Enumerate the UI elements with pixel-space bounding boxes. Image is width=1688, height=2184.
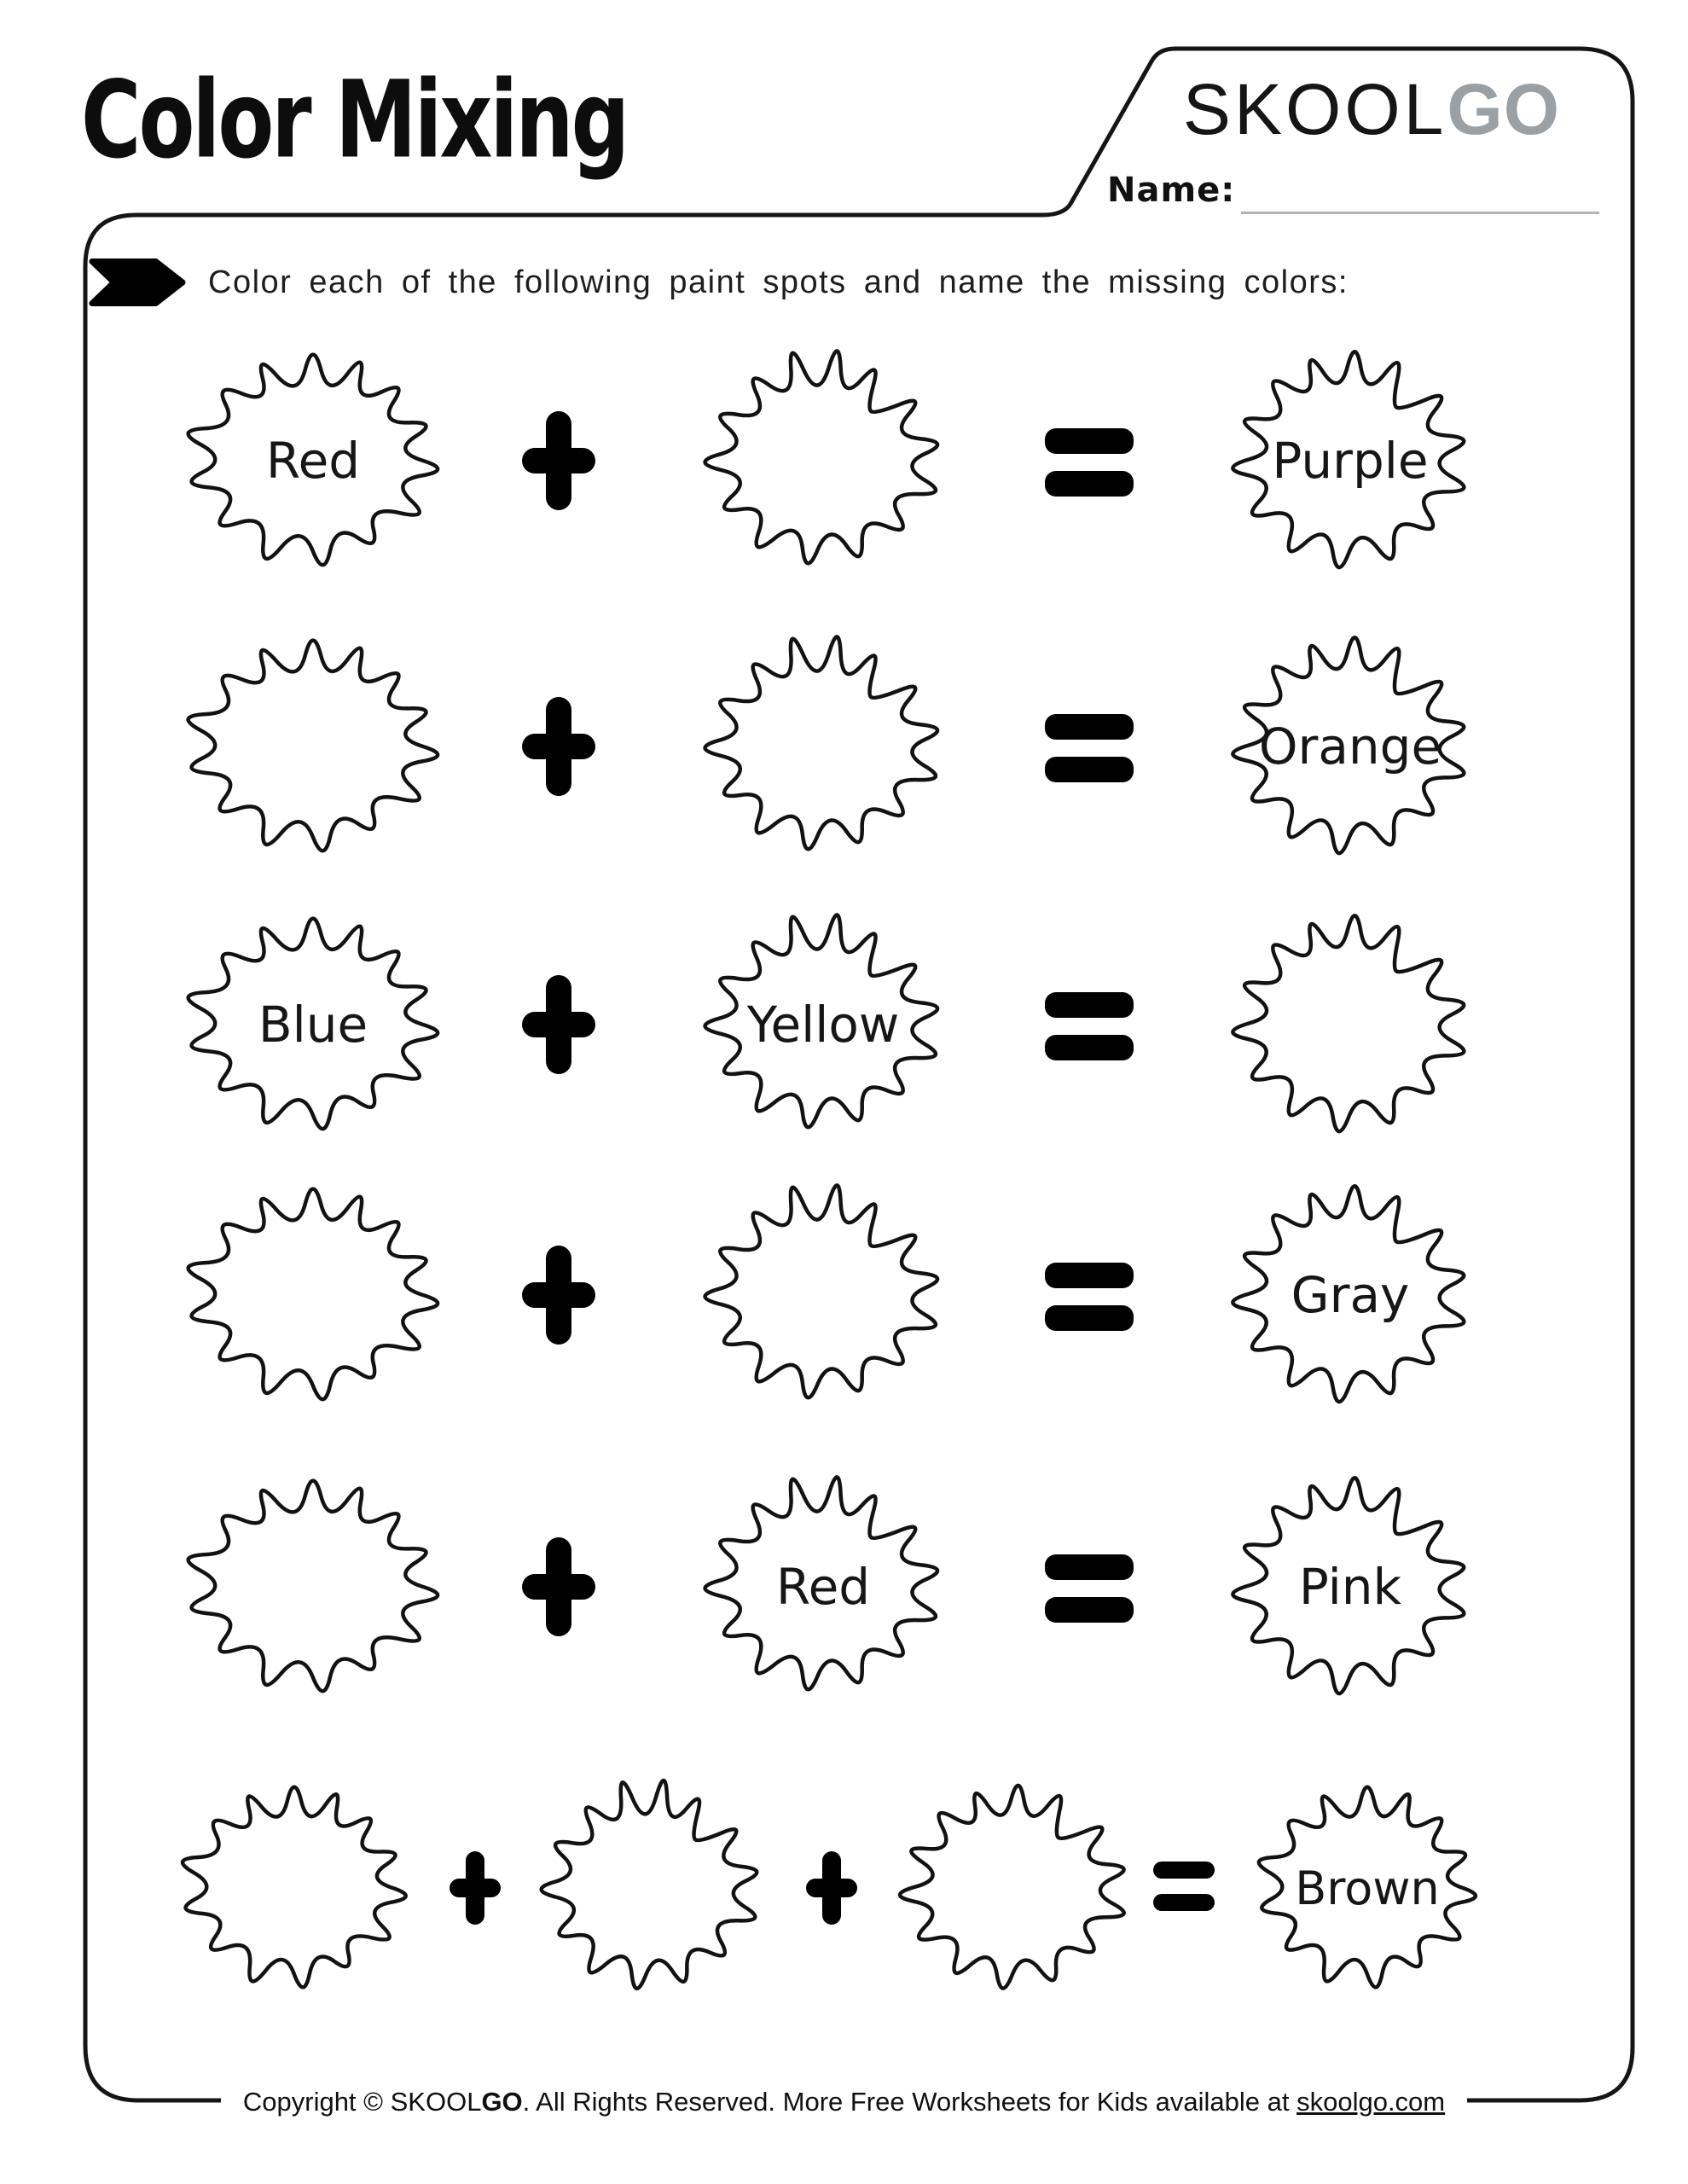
splat-label: Brown [1295,1861,1440,1915]
plus-icon [522,411,595,510]
splat-label [149,1769,439,2007]
skoolgo-logo [1167,68,1576,151]
paint-splat [1198,333,1502,589]
splat-label: Blue [258,996,368,1054]
paint-splat [1198,1459,1502,1715]
equals-icon [1045,992,1134,1060]
footer-rights-text: . All Rights Reserved. More Free Worksheets for Kids available at [522,2087,1297,2117]
splat-label [671,620,975,873]
splat-label: Red [265,432,361,490]
plus-icon [806,1851,857,1925]
paint-splat [671,1461,975,1713]
equals-icon [1153,1862,1215,1911]
splat-label: Orange [1258,717,1442,775]
mixing-row [0,1167,1688,1423]
mixing-row [0,1459,1688,1715]
plus-icon [522,697,595,796]
name-label: Name: [1107,171,1236,210]
equals-icon [1045,714,1134,782]
paint-splat [151,1170,475,1420]
paint-splat [671,1169,975,1421]
splat-label: Red [775,1558,871,1616]
paint-splat [671,898,975,1151]
footer-copyright-go: GO [481,2087,523,2117]
splat-label: Purple [1272,432,1429,490]
equals-icon [1045,1554,1134,1623]
splat-label [510,1764,792,2012]
arrow-icon [89,258,186,307]
splat-label [151,1462,475,1711]
footer [0,2082,1688,2123]
logo-text-skool: SKOOL [1182,69,1447,149]
name-input-line[interactable] [1241,212,1599,214]
page-title: Color Mixing [81,58,628,183]
paint-splat [1198,619,1502,874]
splat-label: Pink [1298,1558,1402,1616]
paint-splat [867,1768,1161,2008]
paint-splat [151,622,475,871]
splat-label [1198,897,1502,1153]
paint-splat [671,620,975,873]
plus-icon [522,1537,595,1636]
plus-icon [522,1246,595,1345]
splat-label: Yellow [746,996,900,1054]
paint-splat [1198,897,1502,1153]
paint-splat [671,334,975,587]
paint-splat [151,900,475,1149]
mixing-row [0,897,1688,1153]
equals-icon [1045,428,1134,497]
splat-label [671,334,975,587]
splat-label [151,622,475,871]
mixing-row [0,1764,1688,2012]
plus-icon [450,1851,501,1925]
mixing-row [0,333,1688,589]
logo-text-go: GO [1447,69,1561,149]
mixing-row [0,619,1688,874]
plus-icon [522,975,595,1074]
paint-splat [1198,1167,1502,1423]
footer-copyright: Copyright © SKOOL [242,2087,482,2117]
paint-splat [510,1764,792,2012]
instruction-row [89,258,1349,307]
paint-splat [151,336,475,585]
splat-label [671,1169,975,1421]
equals-icon [1045,1263,1134,1331]
splat-label: Gray [1291,1266,1410,1324]
paint-splat [1227,1769,1508,2007]
instruction-text: Color each of the following paint spots and name the missing colors: [208,264,1349,300]
paint-splat [149,1769,439,2007]
footer-link[interactable]: skoolgo.com [1296,2087,1446,2117]
splat-label [151,1170,475,1420]
splat-label [867,1768,1161,2008]
paint-splat [151,1462,475,1711]
